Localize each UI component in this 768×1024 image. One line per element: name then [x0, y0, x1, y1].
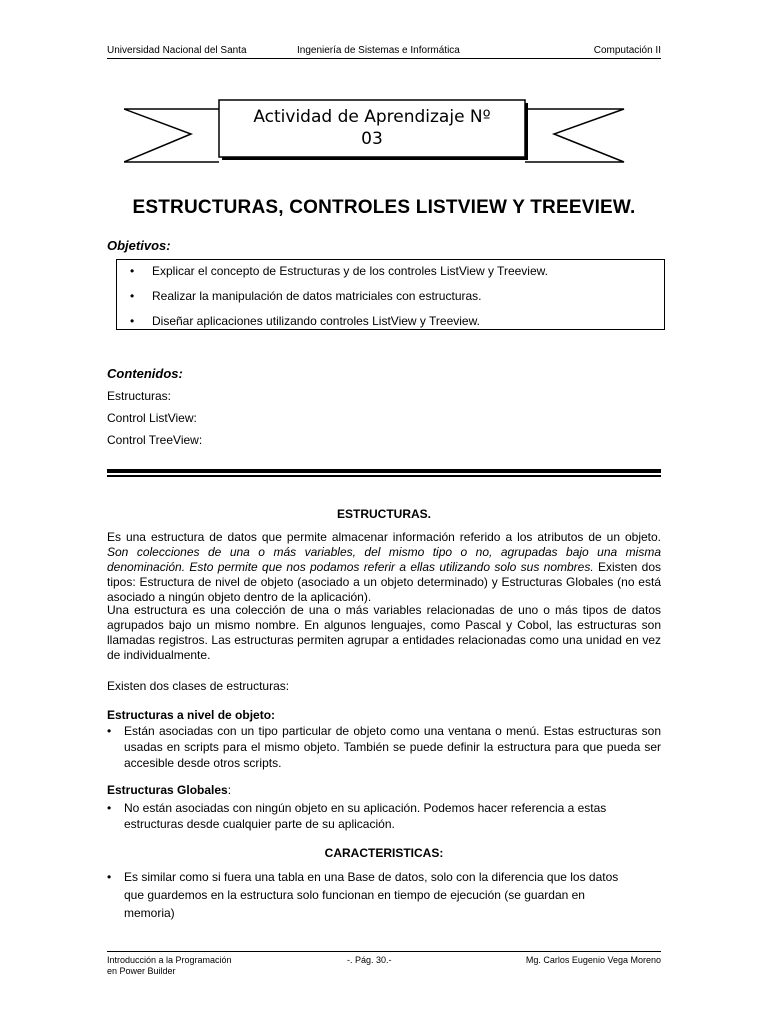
footer-course-line-1: Introducción a la Programación: [107, 955, 232, 965]
estructuras-paragraph-1: [107, 530, 661, 605]
banner-line-2: 03: [361, 129, 383, 149]
contenidos-label: Contenidos:: [107, 366, 183, 381]
objetivo-text: Explicar el concepto de Estructuras y de los controles ListView y Treeview.: [152, 264, 548, 278]
bullet-icon: •: [107, 724, 112, 738]
objetivo-text: Realizar la manipulación de datos matriciales con estructuras.: [152, 289, 482, 303]
bullet-text: Es similar como si fuera una tabla en una Base de datos, solo con la diferencia que los datos que guardemos en la estructura solo funcionan en tiempo de ejecución (se guardan en memoria): [124, 870, 619, 920]
bullet-icon: •: [107, 801, 112, 815]
contenido-item: Control TreeView:: [107, 433, 203, 447]
footer-author: Mg. Carlos Eugenio Vega Moreno: [525, 955, 661, 965]
objetivos-label: Objetivos:: [107, 238, 171, 253]
section-heading-estructuras: ESTRUCTURAS.: [336, 507, 431, 521]
subheading-nivel-objeto: Estructuras a nivel de objeto:: [107, 708, 276, 722]
bullet-text: Están asociadas con un tipo particular de objeto como una ventana o menú. Estas estructuras son usadas en scripts para el mismo objeto. También se puede definir la estructura para que pueda ser accesible desde otros scripts.: [124, 724, 661, 770]
bullet-icon: •: [107, 870, 112, 884]
paragraph-text: Existen dos tipos: Estructura de nivel de objeto (asociado a un objeto determinado) y Estructuras Globales (no está asociado a ningún objeto dentro de la aplicación).: [107, 560, 661, 604]
subheading-colon: :: [227, 783, 232, 797]
bullet-icon: •: [130, 264, 135, 278]
estructuras-paragraph-2: Una estructura es una colección de una o más variables relacionadas de uno o más tipos de datos agrupados bajo un mismo nombre. En algunos lenguajes, como Pascal y Cobol, las estructuras son llamadas registros. Las estructuras permiten agrupar a entidades relacionadas como una unidad en vez de individualmente.: [107, 603, 661, 662]
estructuras-paragraph-3: Existen dos clases de estructuras:: [107, 679, 290, 693]
page-title: ESTRUCTURAS, CONTROLES LISTVIEW Y TREEVIEW.: [132, 197, 636, 218]
paragraph-text: Es una estructura de datos que permite almacenar información referido a los atributos de un objeto.: [107, 530, 661, 544]
section-heading-caracteristicas: CARACTERISTICAS:: [324, 846, 444, 860]
paragraph-italic-text: Son colecciones de una o más variables, del mismo tipo o no, agrupadas bajo una misma denominación. Esto permite que nos podamos referir a ellas utilizando solo sus nombres.: [107, 545, 661, 574]
subheading-globales: [107, 783, 231, 797]
section-divider: [107, 469, 661, 473]
activity-banner-title: [219, 106, 525, 150]
subheading-globales-text: Estructuras Globales: [107, 783, 228, 797]
contenido-item: Estructuras:: [107, 389, 172, 403]
bullet-icon: •: [130, 289, 135, 303]
banner-line-1: Actividad de Aprendizaje Nº: [253, 107, 491, 127]
bullet-icon: •: [130, 314, 135, 328]
footer-rule: [107, 951, 661, 952]
contenido-item: Control ListView:: [107, 411, 197, 425]
header-institution: Universidad Nacional del Santa: [107, 45, 247, 56]
objetivo-text: Diseñar aplicaciones utilizando controles ListView y Treeview.: [152, 314, 480, 328]
header-department: Ingeniería de Sistemas e Informática: [297, 45, 460, 56]
header-course: Computación II: [593, 45, 661, 56]
header-rule: [107, 58, 661, 59]
footer-course-line-2: en Power Builder: [107, 966, 176, 976]
bullet-text: No están asociadas con ningún objeto en su aplicación. Podemos hacer referencia a estas estructuras desde cualquier parte de su aplicación.: [124, 801, 607, 831]
footer-course-title: [107, 955, 232, 977]
section-divider: [107, 475, 661, 477]
page-number: -. Pág. 30.-: [347, 955, 392, 965]
